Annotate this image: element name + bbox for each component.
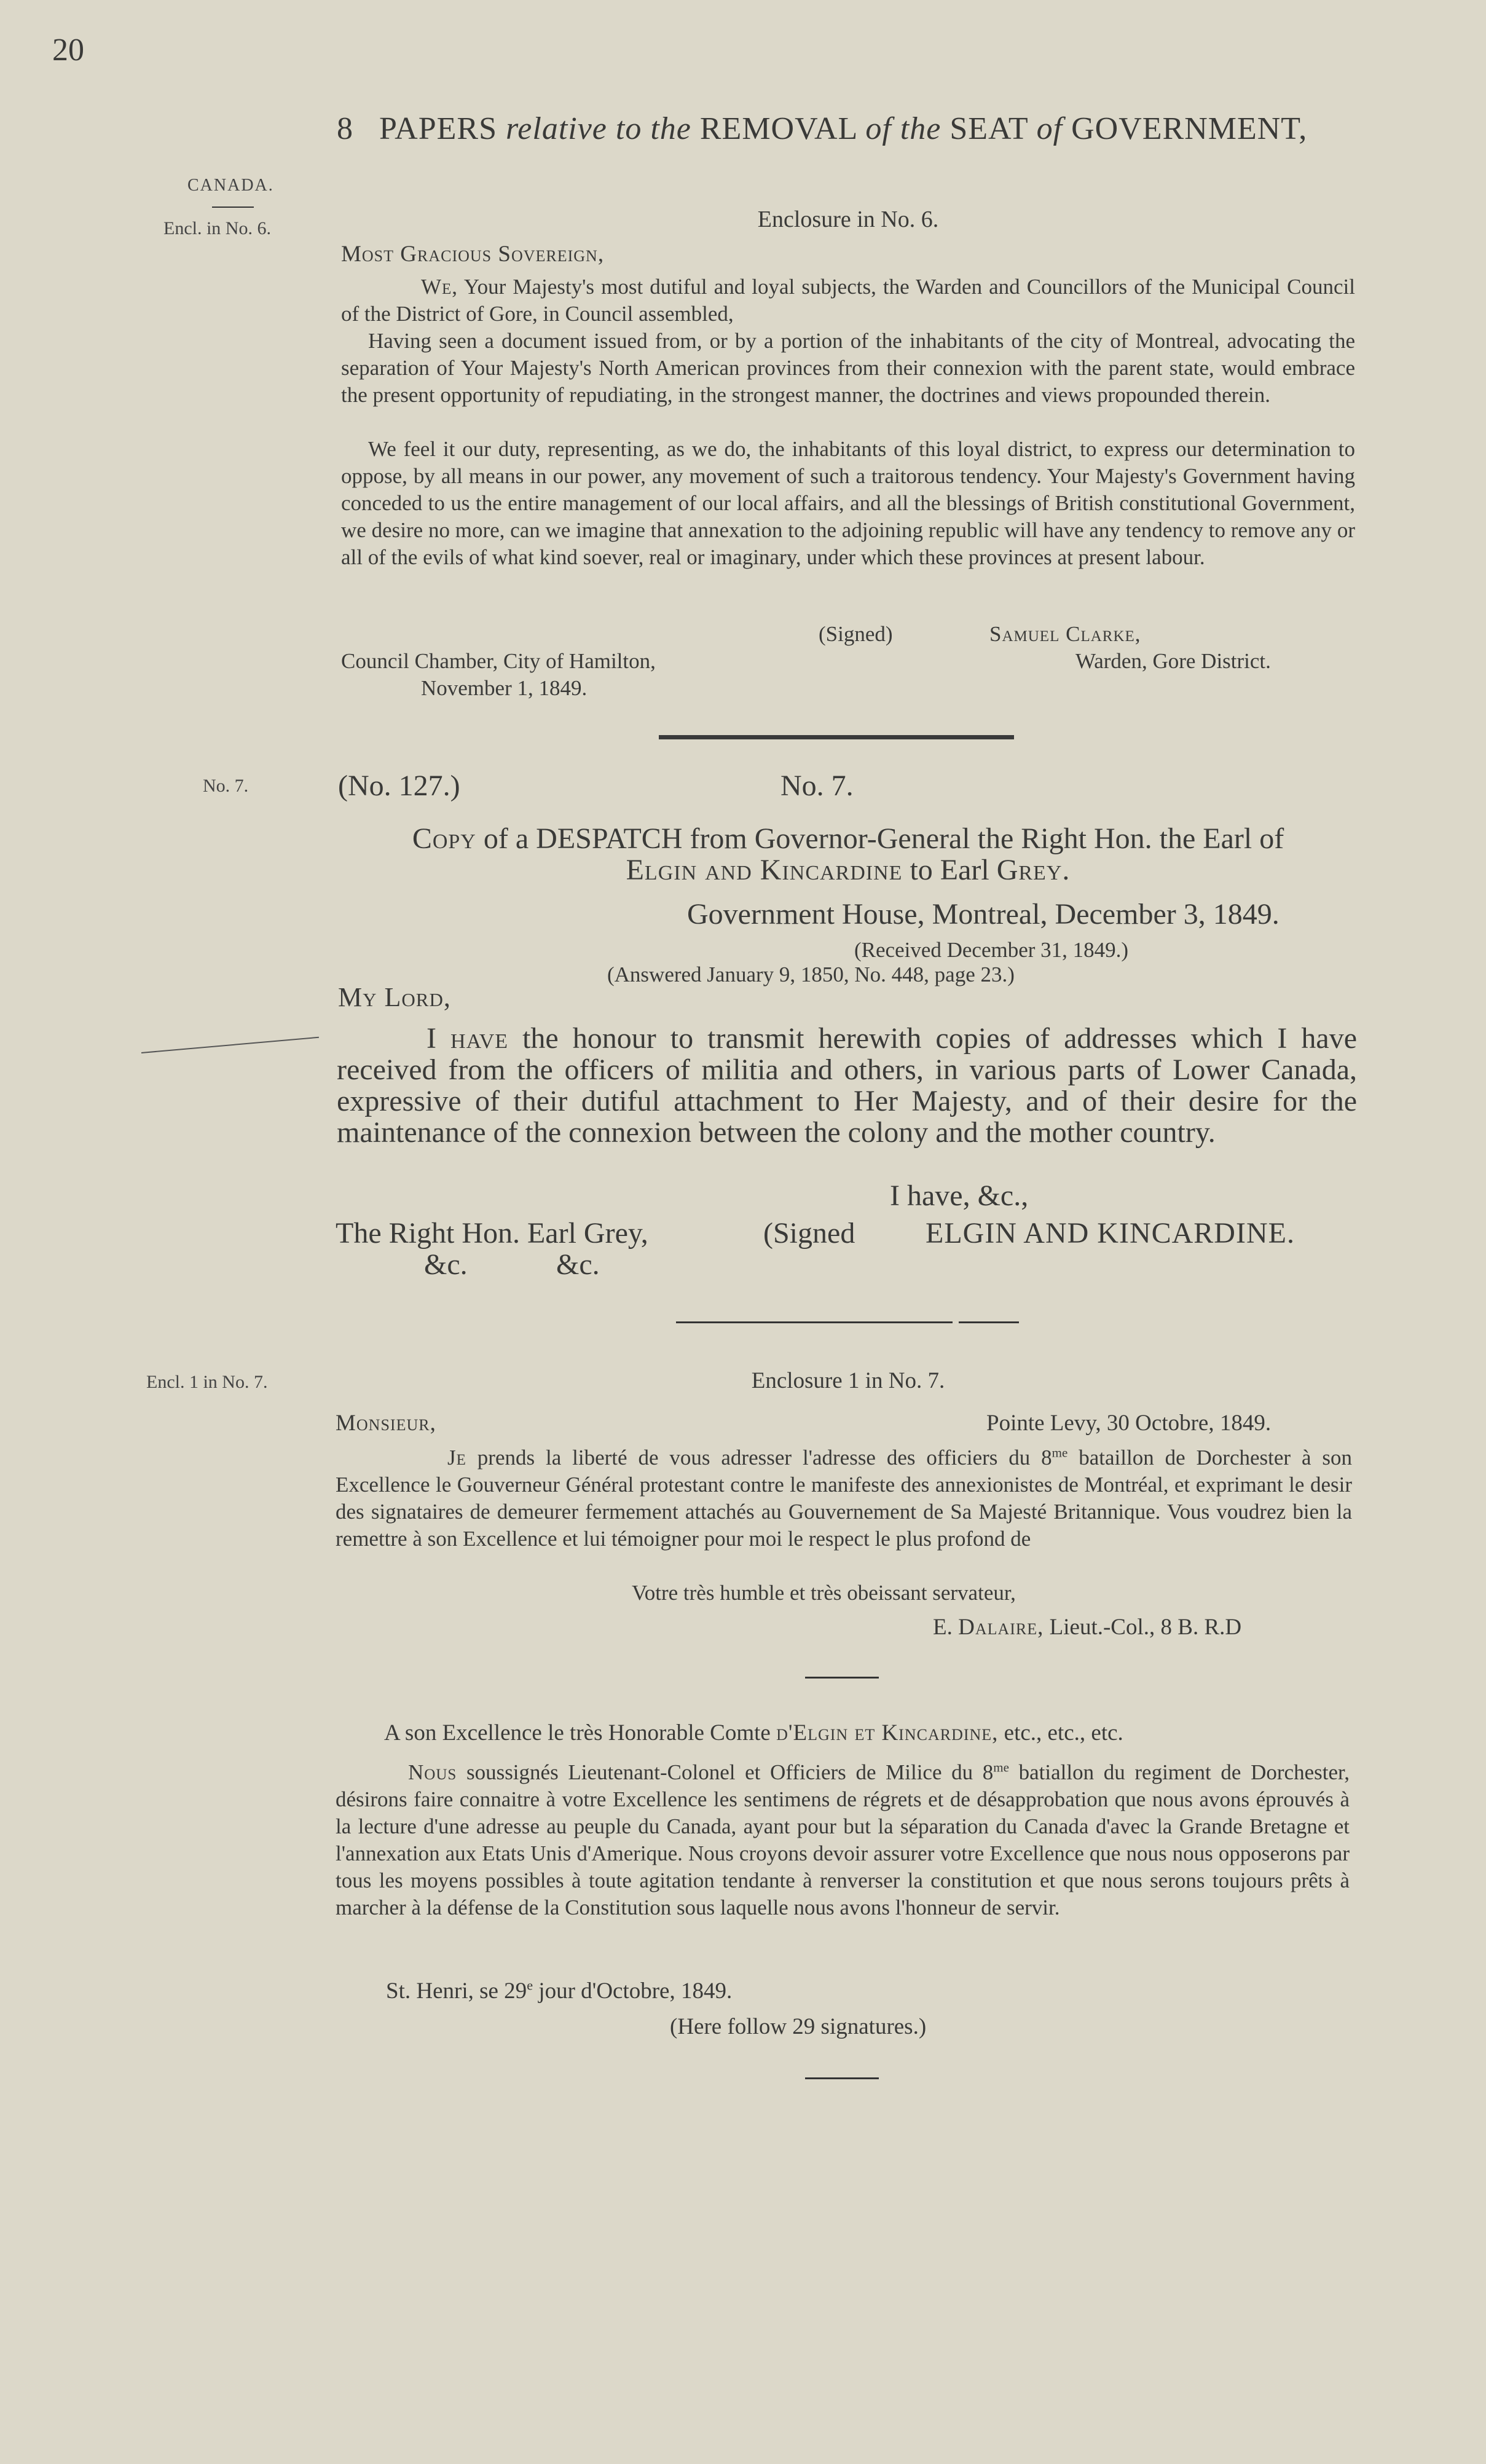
despatch7-title-text-1: of a DESPATCH from Governor-General the Right Hon. the Earl of: [476, 822, 1284, 855]
despatch7-addressee: The Right Hon. Earl Grey,: [336, 1217, 648, 1250]
despatch7-etc-2: &c.: [556, 1248, 600, 1281]
enclosure7-p2-text-b: batiallon du regiment de Dorchester, désirons faire connaitre à votre Excellence les sentimens de régrets et de désapprobation que nous avons éprouvés à la lecture d'une adresse au peuple du Canada, ayant pour but la séparation du Canada d'avec la Grande Bretagne et l'annexation aux Etats Unis d'Amerique. Nous croyons devoir assurer votre Excellence que nous nous opposerons par tous les moyens possibles à toute agitation tendante à renverser la constitution et que nous serons toujours prêts à marcher à la défense de la Constitution sous laquelle nous avons l'honneur de servir.: [336, 1760, 1350, 1919]
despatch7-title-to-earl: to Earl: [902, 854, 997, 886]
despatch7-received: (Received December 31, 1849.): [854, 938, 1129, 962]
enclosure7-p1-text-b: bataillon de Dorchester à son Excellence le Gouverneur Général protestant contre le manifeste des annexionistes de Montréal, et exprimant le desir des signataires de demeurer fermement attachés au Gouvernement de Sa Majesté Britannique. Vous voudrez bien la remettre à son Excellence et lui témoigner pour moi le respect le plus profond de: [336, 1446, 1352, 1551]
enclosure6-title: Enclosure in No. 6.: [757, 207, 939, 232]
enclosure7-closing: Votre très humble et très obeissant servateur,: [632, 1581, 1016, 1605]
despatch7-reference: (No. 127.): [338, 770, 460, 802]
despatch7-salutation: My Lord,: [338, 982, 451, 1012]
header-italic-of: of: [1036, 111, 1063, 146]
enclosure7-address: [384, 1720, 1123, 1747]
enclosure7-date-b: jour d'Octobre, 1849.: [533, 1978, 733, 2004]
enclosure7-letter-paragraph: [336, 1444, 1352, 1553]
despatch7-title-grey: Grey.: [996, 854, 1071, 886]
address-divider: [805, 1677, 879, 1679]
despatch7-closing: I have, &c.,: [890, 1179, 1029, 1212]
enclosure6-paragraph-1: [341, 274, 1355, 328]
enclosure7-p2-lead: Nous: [408, 1760, 457, 1784]
section-divider-2: [959, 1321, 1019, 1323]
margin-pencil-mark: [141, 1037, 319, 1053]
enclosure7-salutation: Monsieur,: [336, 1411, 436, 1436]
header-italic-relative: relative to the: [506, 111, 691, 146]
section-divider-heavy: [659, 735, 1014, 739]
enclosure6-signer-title: Warden, Gore District.: [1075, 649, 1271, 673]
enclosure6-signer: Samuel Clarke,: [989, 622, 1141, 646]
enclosure7-title: Enclosure 1 in No. 7.: [751, 1368, 945, 1393]
enclosure7-p2-text-a: soussignés Lieutenant-Colonel et Officiers de Milice du 8: [457, 1760, 994, 1784]
enclosure7-signer: [933, 1614, 1241, 1641]
enclosure6-salutation: Most Gracious Sovereign,: [341, 242, 605, 267]
despatch7-answered: (Answered January 9, 1850, No. 448, page 23.): [607, 962, 1015, 986]
enclosure6-p1-lead: We,: [421, 275, 458, 299]
despatch7-location-date: Government House, Montreal, December 3, 1849.: [687, 898, 1280, 931]
enclosure6-paragraph-3: We feel it our duty, representing, as we do, the inhabitants of this loyal district, to express our determination to oppose, by all means in our power, any movement of such a traitorous tendency. Your Majesty's Government having conceded to us the entire management of our local affairs, and all the blessings of British constitutional Government, we desire no more, can we imagine that annexation to the adjoining republic will have any tendency to remove any or all of the evils of what kind soever, real or imaginary, under which these provinces at present labour.: [341, 437, 1355, 569]
enclosure6-place: Council Chamber, City of Hamilton,: [341, 649, 656, 673]
header-word-government: GOVERNMENT,: [1071, 111, 1308, 146]
margin-canada-rule: [212, 207, 254, 208]
end-divider: [805, 2077, 879, 2079]
despatch7-signer: ELGIN AND KINCARDINE.: [926, 1217, 1295, 1250]
despatch7-paragraph: [337, 1023, 1357, 1148]
despatch7-p1-text: the honour to transmit herewith copies of addresses which I have received from the officers of militia and others, in various parts of Lower Canada, expressive of their dutiful attachment to Her Majesty, and of their desire for the maintenance of the connexion between the colony and the mother country.: [337, 1022, 1357, 1149]
running-header: [337, 111, 1307, 147]
despatch7-title-elgin: Elgin and Kincardine: [626, 854, 903, 886]
margin-encl1-no7: Encl. 1 in No. 7.: [146, 1372, 268, 1392]
header-word-seat: SEAT: [949, 111, 1028, 146]
despatch7-title-copy: Copy: [412, 822, 476, 855]
enclosure7-address-date: [386, 1978, 732, 2005]
margin-canada: CANADA.: [187, 176, 274, 195]
enclosure7-signer-initial: E.: [933, 1615, 959, 1640]
enclosure7-p1-text-a: prends la liberté de vous adresser l'adresse des officiers du 8: [466, 1446, 1052, 1470]
enclosure7-address-name: d'Elgin et Kincardine,: [776, 1720, 999, 1746]
enclosure7-date-a: St. Henri, se 29: [386, 1978, 527, 2004]
page-number: 20: [52, 33, 84, 68]
section-divider-1: [676, 1321, 953, 1323]
despatch7-number: No. 7.: [780, 770, 854, 802]
enclosure7-place-date: Pointe Levy, 30 Octobre, 1849.: [986, 1411, 1272, 1436]
header-page-prefix: 8: [337, 111, 353, 146]
enclosure7-address-paragraph: [336, 1759, 1350, 1921]
enclosure6-signed: (Signed): [819, 622, 893, 646]
despatch7-title-line-2: [341, 854, 1355, 886]
despatch7-etc-1: &c.: [424, 1248, 468, 1281]
header-italic-of-the: of the: [865, 111, 942, 146]
enclosure6-p1-text: Your Majesty's most dutiful and loyal subjects, the Warden and Councillors of the Municipal Council of the District of Gore, in Council assembled,: [341, 275, 1355, 326]
margin-encl-no6: Encl. in No. 6.: [163, 218, 271, 238]
enclosure7-signatures-note: (Here follow 29 signatures.): [670, 2014, 927, 2039]
despatch7-p1-lead-i: I: [427, 1022, 436, 1055]
enclosure7-signer-rank: Lieut.-Col., 8 B. R.D: [1044, 1615, 1242, 1640]
despatch7-p1-lead-have: have: [450, 1022, 509, 1055]
despatch7-title-line-1: [341, 823, 1355, 854]
enclosure7-p2-sup: me: [993, 1760, 1009, 1775]
enclosure6-paragraph-2: Having seen a document issued from, or by a portion of the inhabitants of the city of Montreal, advocating the separation of Your Majesty's North American provinces from their connexion with the parent state, would embrace the present opportunity of repudiating, in the strongest manner, the doctrines and views propounded therein.: [341, 329, 1355, 407]
enclosure7-p1-lead: Je: [447, 1446, 466, 1470]
enclosure6-date: November 1, 1849.: [421, 676, 588, 700]
enclosure7-address-a: A son Excellence le très Honorable Comte: [384, 1720, 777, 1746]
header-word-papers: PAPERS: [379, 111, 497, 146]
enclosure7-address-b: etc., etc., etc.: [998, 1720, 1123, 1746]
despatch7-signed: (Signed: [763, 1217, 855, 1250]
margin-no7: No. 7.: [203, 776, 249, 796]
enclosure7-date-sup: e: [527, 1977, 533, 1993]
enclosure7-p1-sup: me: [1052, 1445, 1068, 1460]
enclosure7-signer-name: Dalaire,: [958, 1615, 1044, 1640]
header-word-removal: REMOVAL: [699, 111, 857, 146]
